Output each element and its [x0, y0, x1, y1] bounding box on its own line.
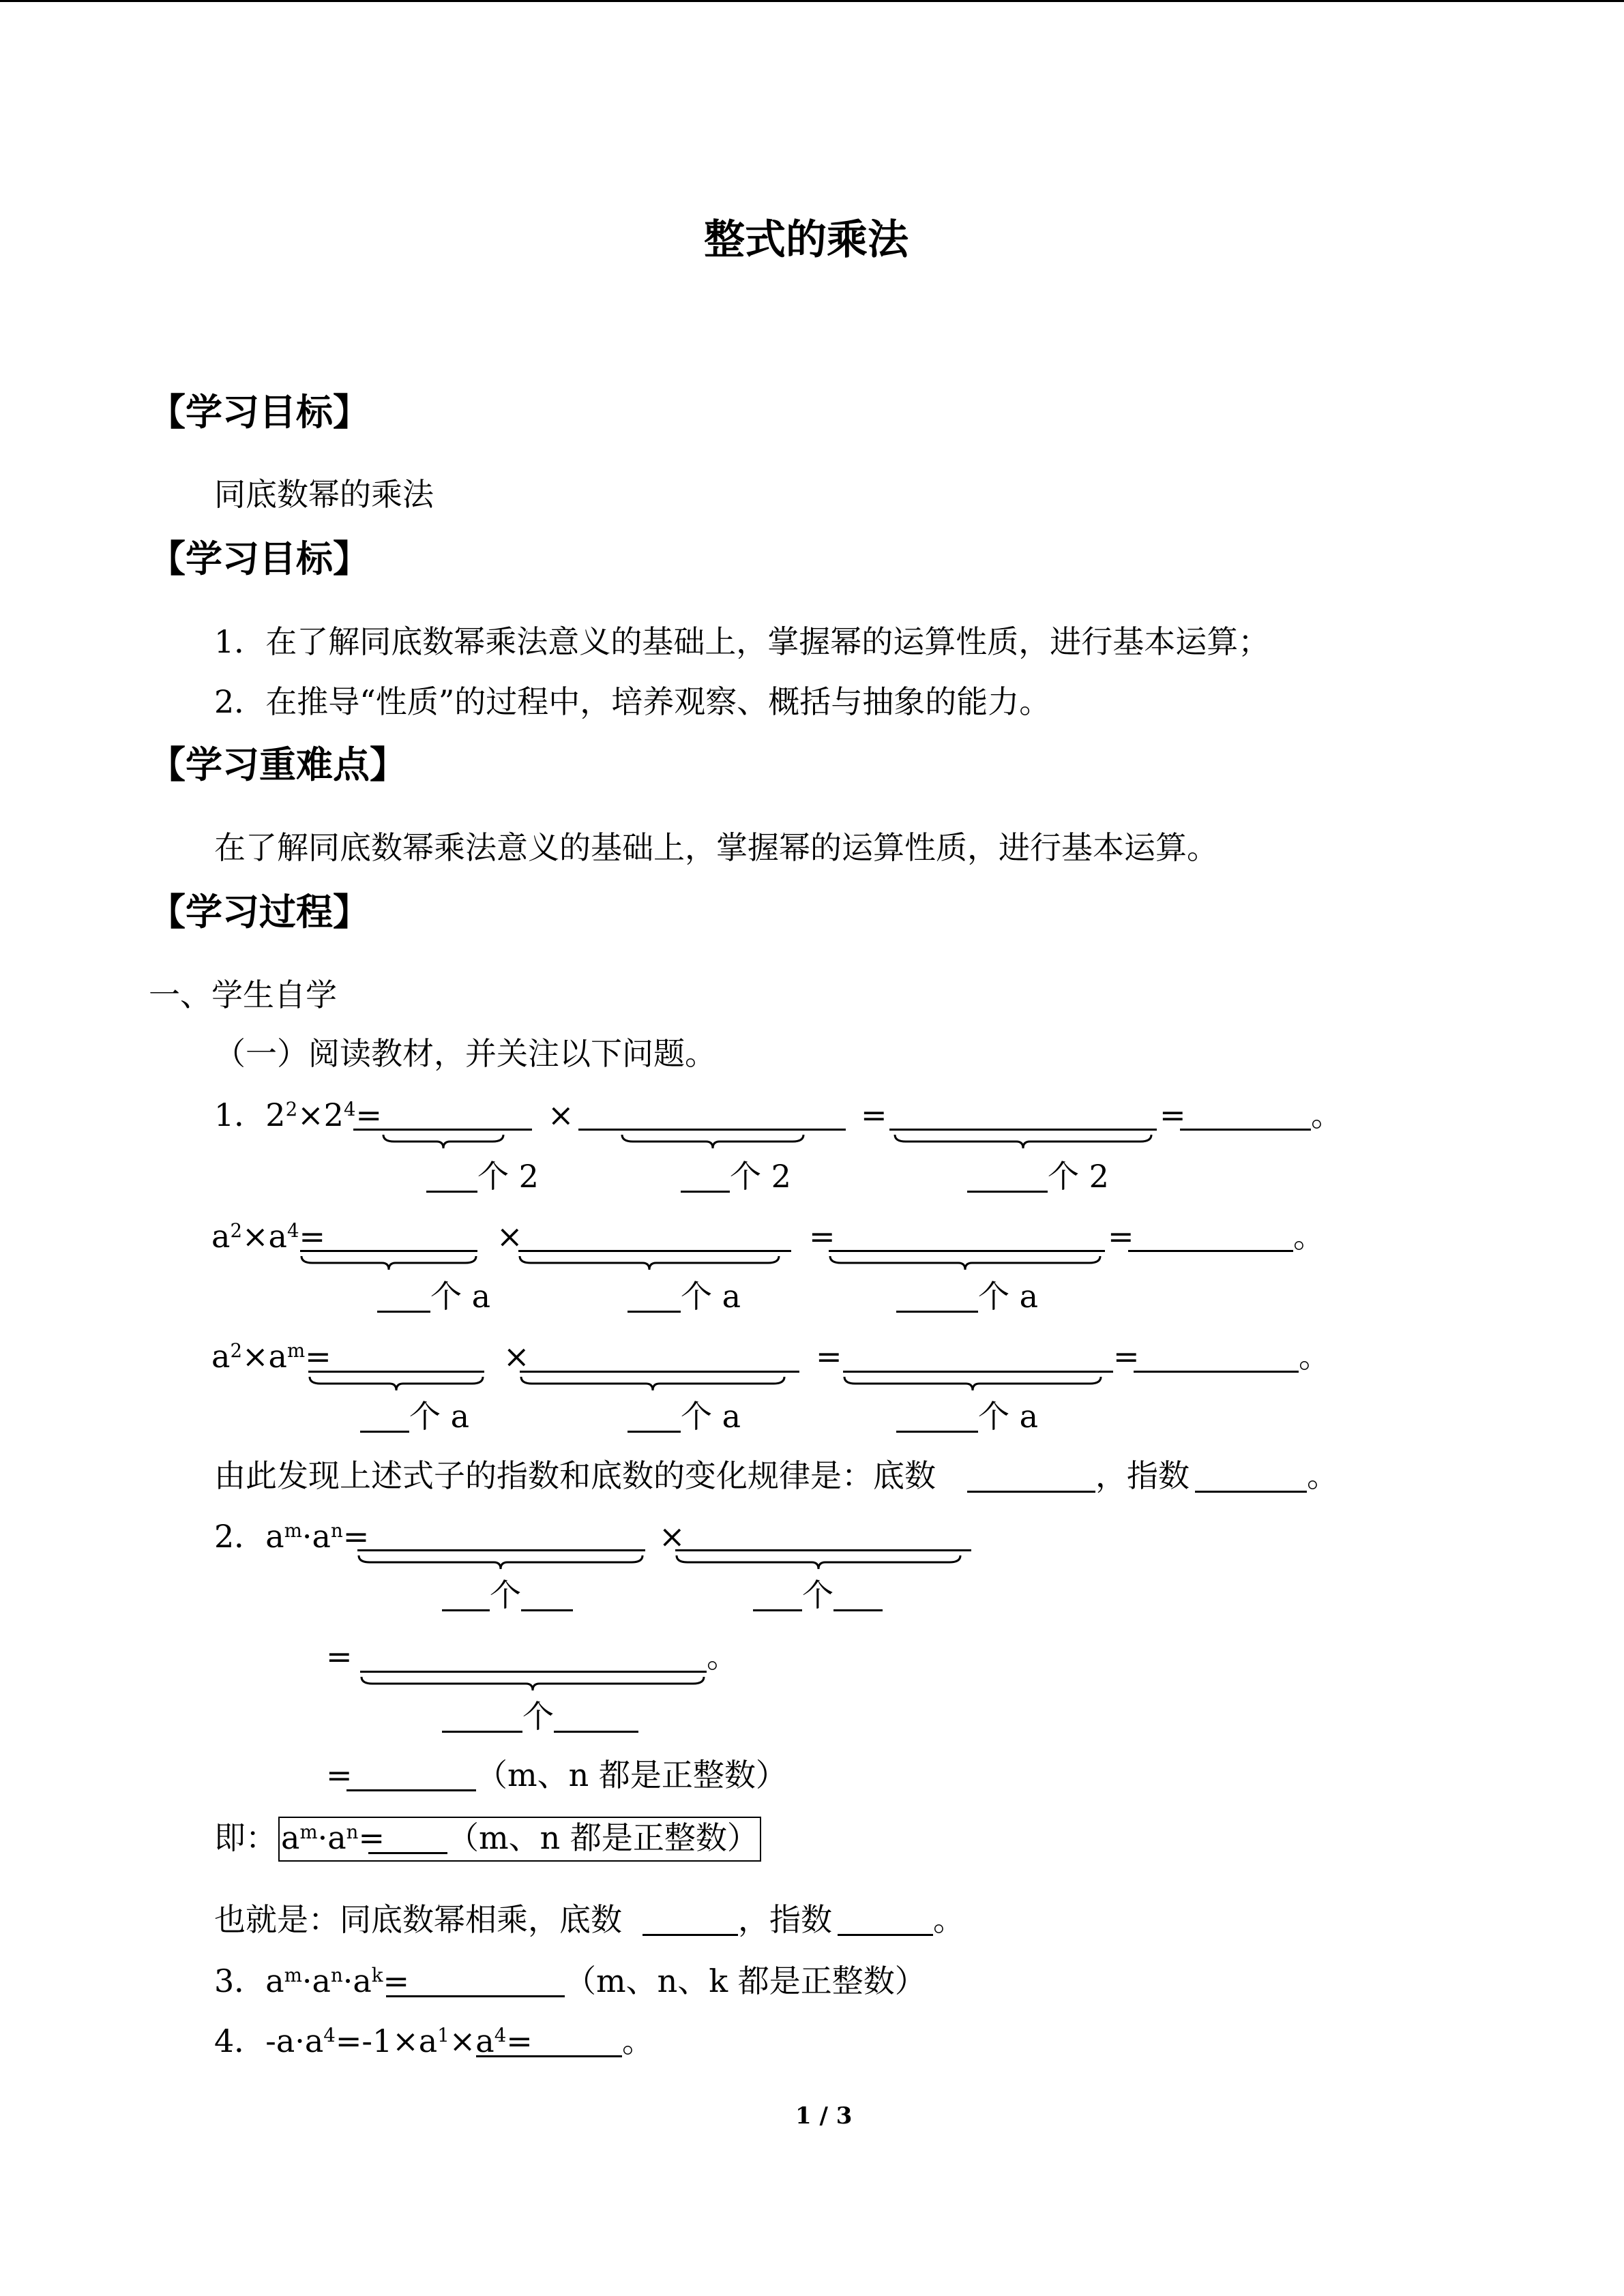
period: 。	[1311, 1097, 1342, 1133]
period: 。	[622, 2023, 653, 2059]
answer-blank[interactable]	[368, 1852, 447, 1854]
summary-text-exponent: ，指数	[738, 1901, 832, 1938]
count-blank[interactable]	[628, 1311, 681, 1313]
period: 。	[933, 1901, 964, 1938]
count-blank[interactable]	[896, 1431, 978, 1433]
count-label: 个 2	[1048, 1158, 1109, 1195]
blank[interactable]	[357, 1549, 645, 1551]
period: 。	[1307, 1457, 1338, 1494]
answer-blank[interactable]	[386, 1995, 565, 1997]
answer-blank[interactable]	[1128, 1250, 1293, 1252]
equals-sign: =	[816, 1338, 842, 1375]
underbrace	[360, 1675, 705, 1692]
underbrace	[675, 1554, 962, 1570]
blank[interactable]	[520, 1371, 799, 1373]
page-title: 整式的乘法	[704, 216, 909, 264]
answer-blank[interactable]	[1134, 1371, 1299, 1373]
equals-sign: =	[326, 1757, 353, 1793]
count-label: 个 a	[430, 1278, 491, 1315]
equals-sign: =	[326, 1638, 353, 1675]
top-border	[0, 0, 1624, 2]
underbrace	[829, 1255, 1102, 1271]
equals-sign: =	[861, 1097, 887, 1133]
exponent-blank[interactable]	[1195, 1491, 1307, 1493]
count-label: 个 a	[978, 1278, 1039, 1315]
condition-note: （m、n、k 都是正整数）	[565, 1963, 926, 1999]
equals-sign: =	[809, 1218, 836, 1255]
underbrace	[621, 1133, 805, 1150]
times-sign: ×	[659, 1518, 685, 1555]
count-label-ge: 个	[522, 1698, 554, 1735]
count-label: 个 2	[477, 1158, 539, 1195]
base-blank[interactable]	[643, 1934, 738, 1936]
q1-expression: 1．$2^2\times 2^4=$	[214, 1097, 383, 1133]
q1-expression-a: $a^2\times a^4=$	[211, 1218, 326, 1255]
underbrace	[300, 1255, 477, 1271]
count-label: 个 a	[409, 1398, 470, 1435]
count-blank[interactable]	[442, 1609, 490, 1611]
section-heading-objective-2: 【学习目标】	[149, 537, 370, 580]
section-heading-objective: 【学习目标】	[149, 391, 370, 434]
boxed-condition: （m、n 都是正整数）	[447, 1819, 758, 1856]
count-label-ge: 个	[490, 1577, 521, 1613]
boxed-formula: $a^m\cdot a^n=$	[281, 1819, 385, 1856]
key-points-text: 在了解同底数幂乘法意义的基础上，掌握幂的运算性质，进行基本运算。	[214, 829, 1218, 866]
equals-sign: =	[1113, 1338, 1140, 1375]
underbrace	[382, 1133, 505, 1150]
times-sign: ×	[548, 1097, 574, 1133]
count-blank[interactable]	[753, 1609, 802, 1611]
q2-expression: 2．$a^m\cdot a^n=$	[214, 1518, 370, 1555]
rule-text: 由此发现上述式子的指数和底数的变化规律是：底数	[214, 1457, 936, 1494]
page-number: 1 / 3	[795, 2102, 853, 2130]
part-subtitle: （一）阅读教材，并关注以下问题。	[214, 1035, 716, 1072]
period: 。	[1299, 1338, 1330, 1375]
count-blank[interactable]	[360, 1431, 409, 1433]
objective-text: 同底数幂的乘法	[214, 476, 434, 513]
count-label: 个 a	[681, 1278, 741, 1315]
base-blank[interactable]	[521, 1609, 573, 1611]
underbrace	[308, 1375, 484, 1392]
blank[interactable]	[300, 1250, 477, 1252]
underbrace	[843, 1375, 1102, 1392]
base-blank[interactable]	[833, 1609, 883, 1611]
times-sign: ×	[497, 1218, 523, 1255]
count-label-ge: 个	[802, 1577, 833, 1613]
blank[interactable]	[889, 1129, 1157, 1131]
answer-blank[interactable]	[346, 1789, 476, 1791]
blank[interactable]	[308, 1371, 484, 1373]
answer-blank[interactable]	[476, 2055, 622, 2057]
count-label: 个 a	[681, 1398, 741, 1435]
blank[interactable]	[829, 1250, 1105, 1252]
blank[interactable]	[360, 1671, 707, 1673]
rule-text-exponent: ，指数	[1095, 1457, 1190, 1494]
underbrace	[520, 1375, 786, 1392]
exponent-blank[interactable]	[838, 1934, 933, 1936]
base-blank[interactable]	[967, 1491, 1095, 1493]
section-heading-key-points: 【学习重难点】	[149, 743, 407, 786]
goal-item-2: 2．在推导“性质”的过程中，培养观察、概括与抽象的能力。	[214, 683, 1051, 720]
underbrace	[518, 1255, 781, 1271]
count-blank[interactable]	[442, 1731, 522, 1733]
summary-text: 也就是：同底数幂相乘，底数	[214, 1901, 622, 1938]
count-blank[interactable]	[426, 1191, 477, 1193]
count-blank[interactable]	[967, 1191, 1048, 1193]
count-label: 个 2	[730, 1158, 791, 1195]
q1-expression-am: $a^2\times a^m=$	[211, 1338, 331, 1375]
answer-blank[interactable]	[1180, 1129, 1311, 1131]
condition-note: （m、n 都是正整数）	[476, 1757, 787, 1793]
count-blank[interactable]	[681, 1191, 730, 1193]
equals-sign: =	[1108, 1218, 1134, 1255]
q4-expression: 4．$-a\cdot a^4=-1\times a^1\times a^4=$	[214, 2023, 533, 2059]
underbrace	[357, 1554, 644, 1570]
equals-sign: =	[1160, 1097, 1186, 1133]
underbrace	[894, 1133, 1153, 1150]
blank[interactable]	[675, 1549, 971, 1551]
blank[interactable]	[578, 1129, 846, 1131]
blank[interactable]	[518, 1250, 791, 1252]
q3-expression: 3．$a^m\cdot a^n\cdot a^k=$	[214, 1963, 410, 1999]
goal-item-1: 1．在了解同底数幂乘法意义的基础上，掌握幂的运算性质，进行基本运算；	[214, 623, 1270, 660]
base-blank[interactable]	[554, 1731, 638, 1733]
blank[interactable]	[843, 1371, 1113, 1373]
count-blank[interactable]	[628, 1431, 681, 1433]
period: 。	[707, 1638, 738, 1675]
times-sign: ×	[503, 1338, 530, 1375]
part-title: 一、学生自学	[149, 976, 337, 1013]
count-blank[interactable]	[377, 1311, 430, 1313]
ji-label: 即：	[214, 1819, 277, 1856]
blank[interactable]	[353, 1129, 532, 1131]
section-heading-process: 【学习过程】	[149, 891, 370, 934]
count-blank[interactable]	[896, 1311, 978, 1313]
period: 。	[1293, 1218, 1325, 1255]
count-label: 个 a	[978, 1398, 1039, 1435]
